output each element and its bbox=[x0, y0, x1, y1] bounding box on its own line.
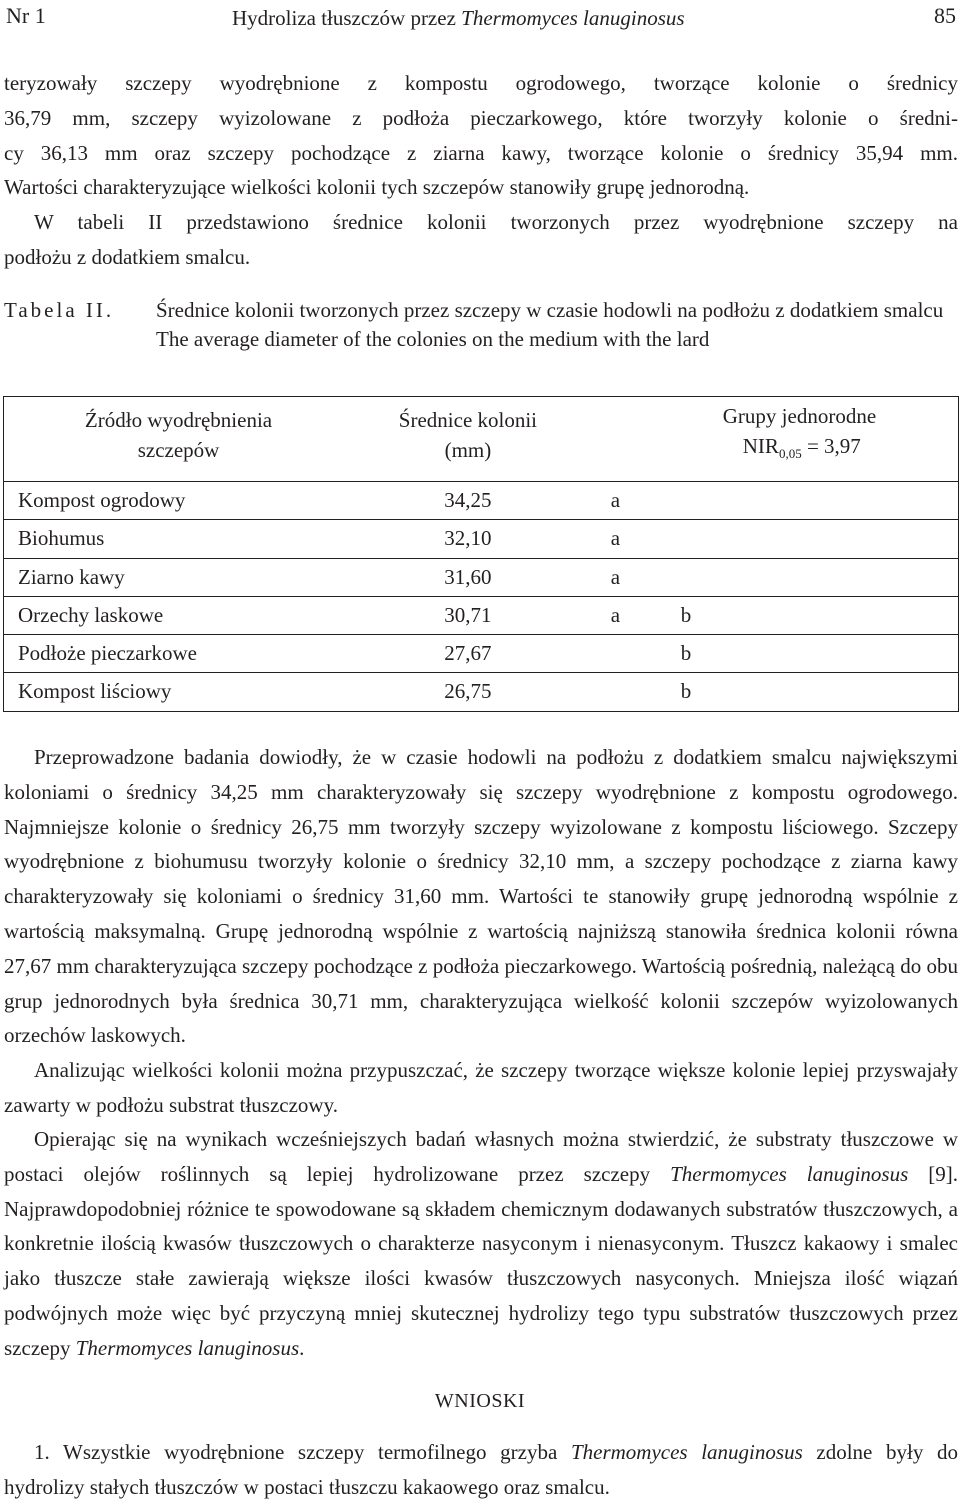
cell-diameter: 34,25 bbox=[353, 482, 583, 520]
conclusion-item-1: 1. Wszystkie wyodrębnione szczepy termofilnego grzyba Thermomyces lanuginosus zdolne były do hydrolizy stałych tłuszczów w postaci tłuszczu kakaowego oraz smalcu. bbox=[4, 1440, 959, 1499]
cell-diameter: 32,10 bbox=[353, 520, 583, 558]
cell-groups: a bbox=[583, 558, 959, 596]
table-row bbox=[4, 520, 959, 558]
table-caption-english: The average diameter of the colonies on the medium with the lard bbox=[156, 327, 710, 351]
table-caption-polish: Średnice kolonii tworzonych przez szczepy w czasie hodowli na podłożu z dodatkiem smalcu bbox=[156, 298, 944, 322]
colony-diameter-table bbox=[3, 396, 959, 712]
running-header bbox=[0, 3, 960, 33]
cell-groups: a b bbox=[583, 596, 959, 634]
cell-source: Biohumus bbox=[4, 520, 354, 558]
cell-groups: a bbox=[583, 482, 959, 520]
species-name: Thermomyces lanuginosus bbox=[75, 1335, 300, 1360]
table-row bbox=[4, 635, 959, 673]
cell-source: Kompost ogrodowy bbox=[4, 482, 354, 520]
page-number: 85 bbox=[934, 3, 956, 28]
table-row bbox=[4, 596, 959, 634]
cell-groups: b bbox=[583, 673, 959, 711]
table-row bbox=[4, 482, 959, 520]
cell-groups: b bbox=[583, 635, 959, 673]
cell-diameter: 27,67 bbox=[353, 635, 583, 673]
cell-source: Ziarno kawy bbox=[4, 558, 354, 596]
analysis-paragraph: Analizując wielkości kolonii można przypuszczać, że szczepy tworzące większe kolonie lepiej przyswajały zawarty w podłożu substrat tłuszczowy. bbox=[4, 1058, 958, 1117]
cell-source: Orzechy laskowe bbox=[4, 596, 354, 634]
table-label: Tabela II. bbox=[4, 298, 115, 322]
header-groups: Grupy jednorodne $NIR_{0,05} = 3,97$ bbox=[583, 397, 959, 482]
cell-diameter: 30,71 bbox=[353, 596, 583, 634]
cell-diameter: 26,75 bbox=[353, 673, 583, 711]
conclusions-heading: WNIOSKI bbox=[434, 1390, 526, 1412]
running-title: Hydroliza tłuszczów przez Thermomyces lanuginosus bbox=[232, 6, 685, 30]
header-diameter: Średnice kolonii (mm) bbox=[353, 397, 583, 482]
species-name: Thermomyces lanuginosus bbox=[570, 1440, 803, 1464]
cell-source: Podłoże pieczarkowe bbox=[4, 635, 354, 673]
intro-paragraph: teryzowały szczepy wyodrębnione z kompostu ogrodowego, tworzące kolonie o średnicy 36,79 mm, szczepy wyizolowane z podłoża pieczarkowego, które tworzyły kolonie o średni- cy 36,13 mm oraz szczepy pochodzące z ziarna kawy, tworzące kolonie o średnicy 35,94 mm. Wartości charakteryzujące wielkości kolonii tych szczepów stanowiły grupę jednorodną. W tabeli II przedstawiono średnice kolonii tworzonych przez wyodrębnione szczepy na podłożu z dodatkiem smalcu. bbox=[4, 71, 958, 269]
species-name: Thermomyces lanuginosus bbox=[670, 1161, 909, 1186]
table-row bbox=[4, 673, 959, 711]
cell-groups: a bbox=[583, 520, 959, 558]
running-title-species: Thermomyces lanuginosus bbox=[461, 6, 685, 30]
table-row bbox=[4, 558, 959, 596]
cell-diameter: 31,60 bbox=[353, 558, 583, 596]
results-paragraph: Przeprowadzone badania dowiodły, że w czasie hodowli na podłożu z dodatkiem smalcu największymi koloniami o średnicy 34,25 mm charakteryzowały się szczepy wyodrębnione z kompostu ogrodowego. Najmniejsze kolonie o średnicy 26,75 mm tworzyły szczepy wyizolowane z kompostu liściowego. Szczepy wyodrębnione z biohumusu tworzyły kolonie o średnicy 32,10 mm, a szczepy pochodzące z ziarna kawy charakteryzowały się koloniami o średnicy 31,60 mm. Wartości te stanowiły grupę jednorodną wspólnie z wartością maksymalną. Grupę jednorodną wspólnie z wartością najniższą stanowiła średnica kolonii równa 27,67 mm charakteryzująca szczepy pochodzące z podłoża pieczarkowego. Wartością pośrednią, należącą do obu grup jednorodnych była średnica 30,71 mm, charakteryzująca wielkość kolonii szczepów wyizolowanych orzechów laskowych. bbox=[4, 745, 958, 1048]
table-header-row bbox=[4, 397, 959, 482]
discussion-paragraph: Opierając się na wynikach wcześniejszych badań własnych można stwierdzić, że substraty tłuszczowe w postaci olejów roślinnych są lepiej hydrolizowane przez szczepy Thermomyces lanuginosus [9]. Najprawdopodobniej różnice te spowodowane są składem chemicznym dodawanych substratów tłuszczowych, a konkretnie ilością kwasów tłuszczowych o charakterze nasyconym i nienasyconym. Tłuszcz kakaowy i smalec jako tłuszcze stałe zawierają większe ilości kwasów tłuszczowych nasyconych. Mniejsza ilość wiązań podwójnych może więc być przyczyną mniej skutecznej hydrolizy tego typu substratów tłuszczowych przez szczepy Thermomyces lanuginosus. bbox=[4, 1127, 958, 1360]
header-source: Źródło wyodrębnienia szczepów bbox=[4, 397, 354, 482]
cell-source: Kompost liściowy bbox=[4, 673, 354, 711]
issue-number: Nr 1 bbox=[6, 3, 46, 28]
